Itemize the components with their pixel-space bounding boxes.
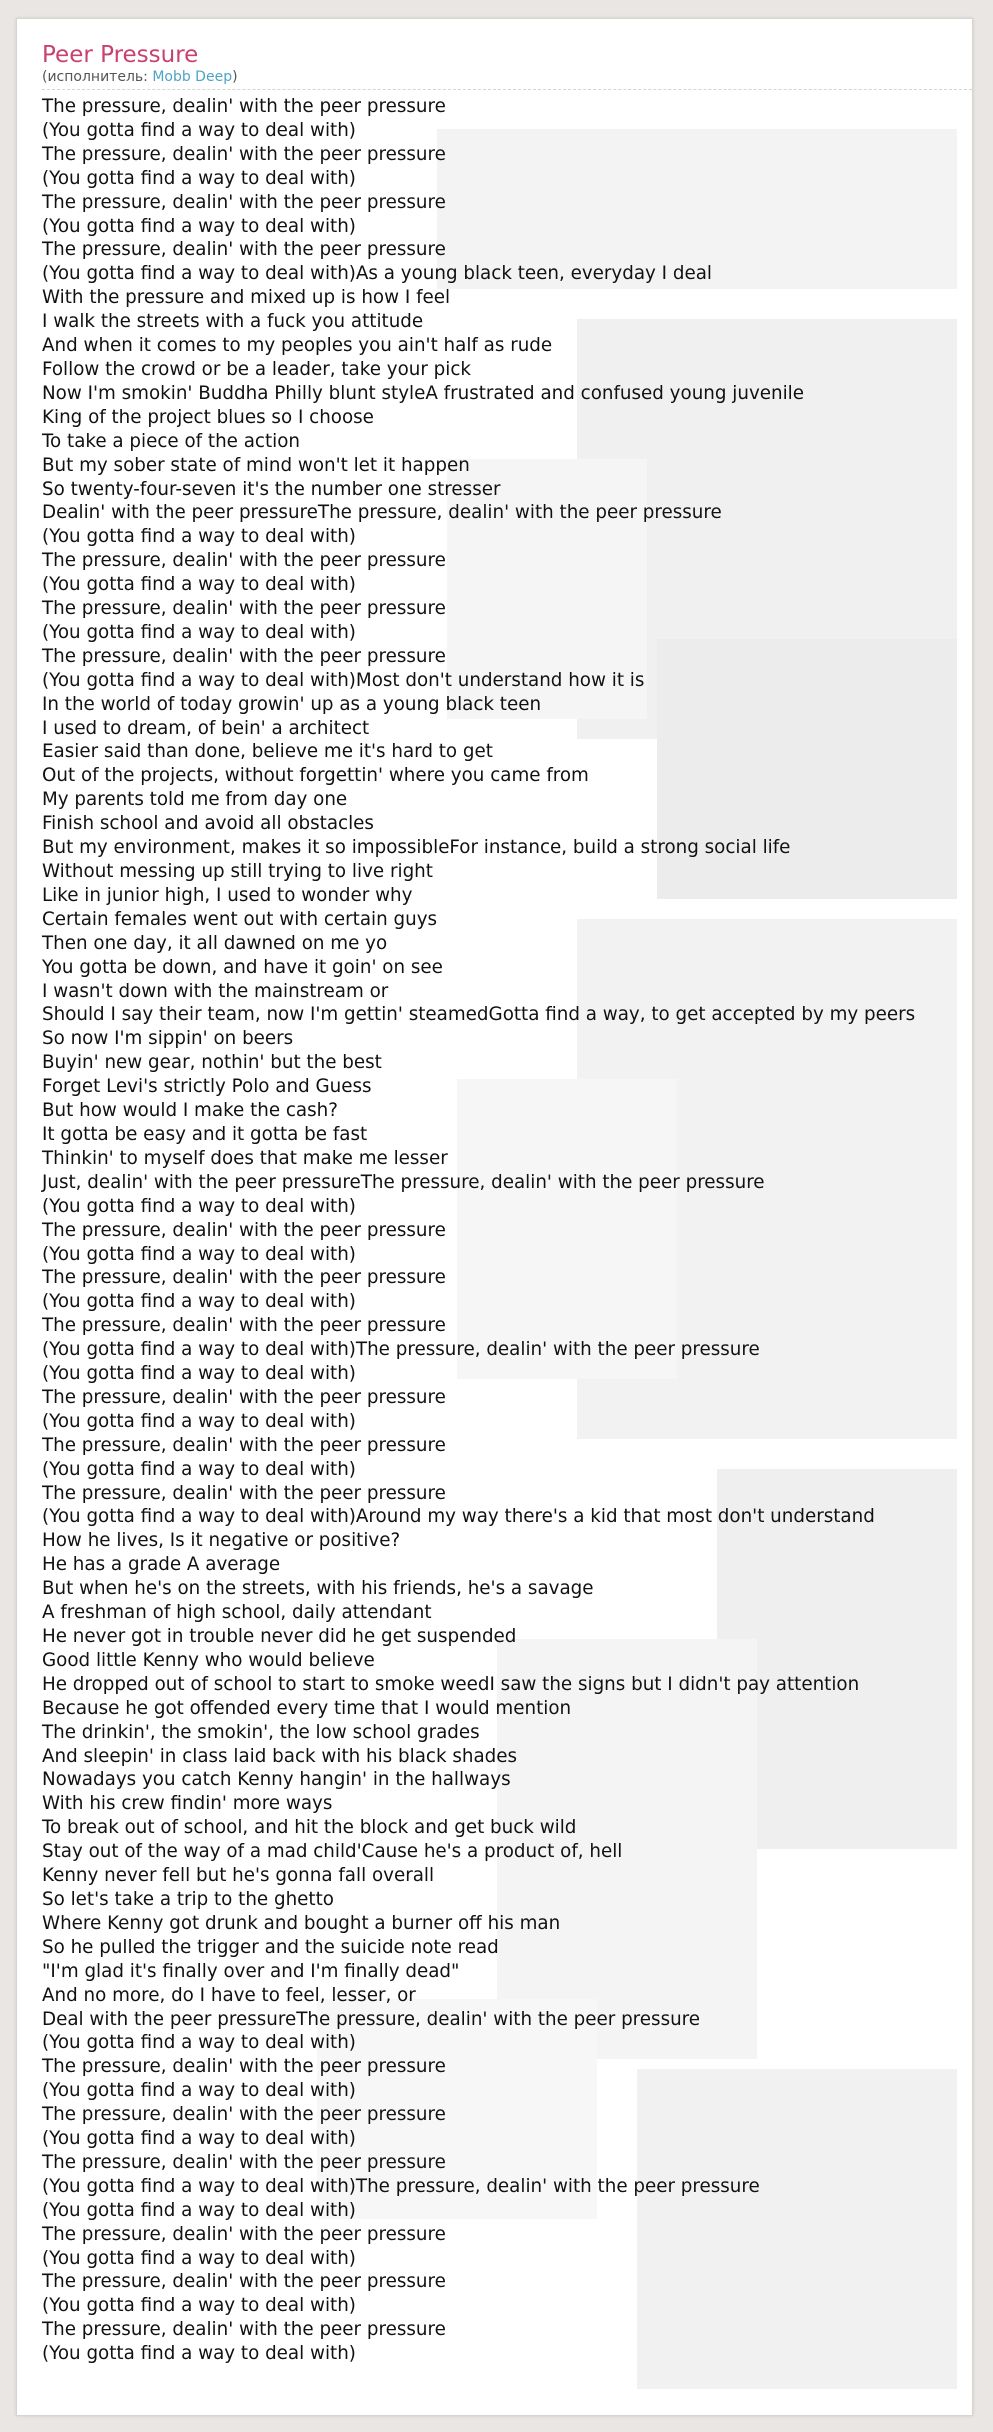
- lyric-line: The pressure, dealin' with the peer pressure: [42, 2151, 446, 2173]
- lyric-line: (You gotta find a way to deal with): [42, 2128, 356, 2150]
- lyric-line: (You gotta find a way to deal with): [42, 621, 356, 643]
- lyric-line: (You gotta find a way to deal with): [42, 1458, 356, 1480]
- artist-link[interactable]: Mobb Deep: [152, 69, 233, 85]
- lyric-line: So he pulled the trigger and the suicide note read: [42, 1936, 499, 1958]
- lyric-line: (You gotta find a way to deal with)As a young black teen, everyday I deal: [42, 263, 713, 285]
- lyric-line: I wasn't down with the mainstream or: [42, 980, 389, 1002]
- lyric-line: (You gotta find a way to deal with): [42, 2032, 356, 2054]
- lyric-line: Buyin' new gear, nothin' but the best: [42, 1052, 382, 1074]
- lyric-line: The pressure, dealin' with the peer pressure: [42, 1315, 446, 1337]
- performer-suffix: ): [232, 69, 238, 85]
- lyric-line: To break out of school, and hit the block and get buck wild: [42, 1817, 577, 1839]
- lyric-line: The pressure, dealin' with the peer pressure: [42, 2104, 446, 2126]
- lyric-line: The pressure, dealin' with the peer pressure: [42, 143, 446, 165]
- lyric-line: So twenty-four-seven it's the number one stresser: [42, 478, 501, 500]
- lyric-line: I used to dream, of bein' a architect: [42, 717, 370, 739]
- lyric-line: (You gotta find a way to deal with): [42, 574, 356, 596]
- lyric-line: Forget Levi's strictly Polo and Guess: [42, 1076, 372, 1098]
- lyric-line: The pressure, dealin' with the peer pressure: [42, 96, 446, 117]
- lyric-line: The pressure, dealin' with the peer pressure: [42, 1482, 446, 1504]
- lyric-line: Just, dealin' with the peer pressureThe pressure, dealin' with the peer pressure: [42, 1171, 765, 1193]
- lyric-line: He has a grade A average: [42, 1554, 281, 1576]
- lyric-line: My parents told me from day one: [42, 789, 348, 811]
- lyric-line: The pressure, dealin' with the peer pressure: [42, 550, 446, 572]
- lyric-line: A freshman of high school, daily attendant: [42, 1602, 432, 1624]
- lyric-line: With his crew findin' more ways: [42, 1793, 333, 1815]
- lyric-line: (You gotta find a way to deal with): [42, 215, 356, 237]
- lyric-line: The pressure, dealin' with the peer pressure: [42, 1434, 446, 1456]
- lyric-line: With the pressure and mixed up is how I feel: [42, 287, 451, 309]
- lyric-line: (You gotta find a way to deal with)Most don't understand how it is: [42, 669, 645, 691]
- lyric-line: Where Kenny got drunk and bought a burner off his man: [42, 1912, 561, 1934]
- lyric-line: The pressure, dealin' with the peer pressure: [42, 2271, 446, 2293]
- lyric-line: Should I say their team, now I'm gettin' steamedGotta find a way, to get accepted by my peers: [42, 1004, 916, 1026]
- lyric-line: Deal with the peer pressureThe pressure, dealin' with the peer pressure: [42, 2008, 701, 2030]
- lyric-line: (You gotta find a way to deal with): [42, 1195, 356, 1217]
- lyric-line: But how would I make the cash?: [42, 1100, 338, 1122]
- lyric-line: Then one day, it all dawned on me yo: [42, 932, 388, 954]
- lyric-line: (You gotta find a way to deal with): [42, 2199, 356, 2221]
- lyric-line: It gotta be easy and it gotta be fast: [42, 1123, 368, 1145]
- lyric-line: And no more, do I have to feel, lesser, or: [42, 1984, 416, 2006]
- lyric-line: The pressure, dealin' with the peer pressure: [42, 2056, 446, 2078]
- lyric-line: (You gotta find a way to deal with)The pressure, dealin' with the peer pressure: [42, 1339, 760, 1361]
- lyric-line: And when it comes to my peoples you ain't half as rude: [42, 335, 553, 357]
- lyric-line: But my sober state of mind won't let it happen: [42, 454, 470, 476]
- lyric-line: But my environment, makes it so impossibleFor instance, build a strong social life: [42, 837, 791, 859]
- lyric-line: (You gotta find a way to deal with)Around my way there's a kid that most don't understand: [42, 1506, 875, 1528]
- lyrics-body: [42, 95, 972, 2366]
- lyric-line: Nowadays you catch Kenny hangin' in the hallways: [42, 1769, 511, 1791]
- lyric-line: He dropped out of school to start to smoke weedI saw the signs but I didn't pay attention: [42, 1673, 860, 1695]
- lyric-line: Out of the projects, without forgettin' where you came from: [42, 765, 589, 787]
- lyric-line: Like in junior high, I used to wonder why: [42, 884, 413, 906]
- performer-prefix: (исполнитель:: [42, 69, 153, 85]
- lyric-line: The pressure, dealin' with the peer pressure: [42, 191, 446, 213]
- lyric-line: The pressure, dealin' with the peer pressure: [42, 1386, 446, 1408]
- lyric-line: (You gotta find a way to deal with): [42, 526, 356, 548]
- lyrics-card: [16, 18, 973, 2416]
- lyric-line: The pressure, dealin' with the peer pressure: [42, 1219, 446, 1241]
- lyric-line: Because he got offended every time that I would mention: [42, 1697, 572, 1719]
- lyric-line: But when he's on the streets, with his friends, he's a savage: [42, 1578, 594, 1600]
- lyric-line: (You gotta find a way to deal with)The pressure, dealin' with the peer pressure: [42, 2175, 760, 2197]
- lyric-line: I walk the streets with a fuck you attitude: [42, 311, 424, 333]
- lyric-line: (You gotta find a way to deal with): [42, 1363, 356, 1385]
- lyric-line: The pressure, dealin' with the peer pressure: [42, 598, 446, 620]
- lyric-line: So now I'm sippin' on beers: [42, 1028, 294, 1050]
- lyric-line: (You gotta find a way to deal with): [42, 167, 356, 189]
- lyric-line: You gotta be down, and have it goin' on see: [42, 956, 443, 978]
- lyric-line: (You gotta find a way to deal with): [42, 2080, 356, 2102]
- lyric-line: The drinkin', the smokin', the low school grades: [42, 1721, 480, 1743]
- lyric-line: Dealin' with the peer pressureThe pressure, dealin' with the peer pressure: [42, 502, 722, 524]
- lyric-line: The pressure, dealin' with the peer pressure: [42, 2319, 446, 2341]
- lyric-line: King of the project blues so I choose: [42, 406, 374, 428]
- lyric-line: He never got in trouble never did he get suspended: [42, 1626, 517, 1647]
- lyric-line: Certain females went out with certain guys: [42, 908, 438, 930]
- lyric-line: How he lives, Is it negative or positive?: [42, 1530, 401, 1552]
- lyric-line: (You gotta find a way to deal with): [42, 119, 356, 141]
- lyric-line: Finish school and avoid all obstacles: [42, 813, 374, 835]
- lyric-line: (You gotta find a way to deal with): [42, 2247, 356, 2269]
- lyric-line: The pressure, dealin' with the peer pressure: [42, 645, 446, 667]
- lyric-line: (You gotta find a way to deal with): [42, 1291, 356, 1313]
- lyric-line: Now I'm smokin' Buddha Philly blunt styleA frustrated and confused young juvenile: [42, 382, 805, 404]
- lyric-line: Thinkin' to myself does that make me lesser: [42, 1147, 448, 1169]
- lyric-line: Without messing up still trying to live right: [42, 861, 433, 882]
- song-title: Peer Pressure: [42, 42, 199, 68]
- lyric-line: Good little Kenny who would believe: [42, 1649, 375, 1671]
- lyric-line: In the world of today growin' up as a young black teen: [42, 693, 542, 715]
- lyric-line: Stay out of the way of a mad child'Cause he's a product of, hell: [42, 1841, 623, 1863]
- lyric-line: So let's take a trip to the ghetto: [42, 1888, 334, 1910]
- lyric-line: And sleepin' in class laid back with his black shades: [42, 1745, 518, 1767]
- lyric-line: Easier said than done, believe me it's hard to get: [42, 741, 493, 763]
- lyric-line: To take a piece of the action: [42, 430, 300, 452]
- lyric-line: The pressure, dealin' with the peer pressure: [42, 239, 446, 261]
- lyric-line: (You gotta find a way to deal with): [42, 1243, 356, 1265]
- lyric-line: (You gotta find a way to deal with): [42, 1410, 356, 1432]
- lyric-line: Follow the crowd or be a leader, take your pick: [42, 358, 471, 380]
- lyric-line: "I'm glad it's finally over and I'm finally dead": [42, 1960, 460, 1982]
- lyric-line: The pressure, dealin' with the peer pressure: [42, 2223, 446, 2245]
- lyric-line: (You gotta find a way to deal with): [42, 2343, 356, 2365]
- lyric-line: (You gotta find a way to deal with): [42, 2295, 356, 2317]
- lyric-line: Kenny never fell but he's gonna fall overall: [42, 1865, 435, 1887]
- performer-line: [42, 69, 973, 90]
- lyric-line: The pressure, dealin' with the peer pressure: [42, 1267, 446, 1289]
